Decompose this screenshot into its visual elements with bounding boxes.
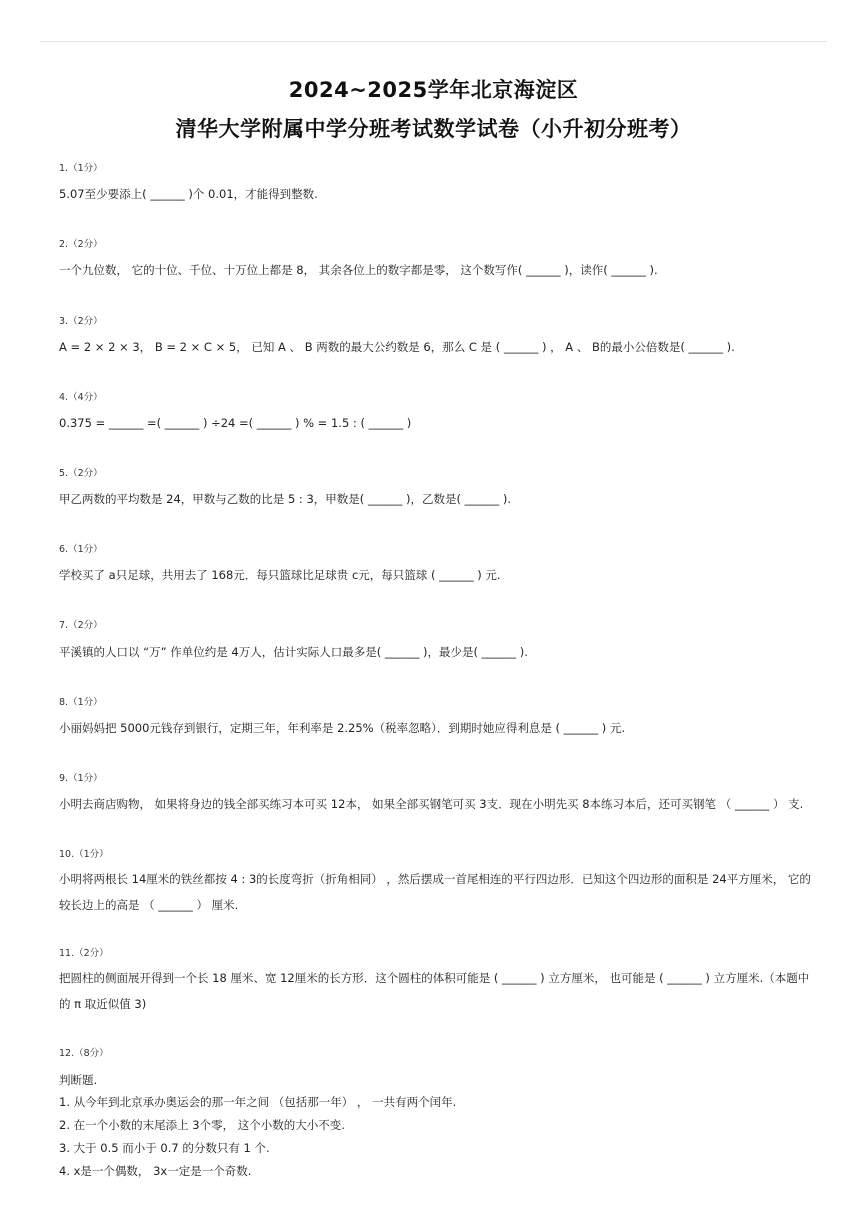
question-text: 判断题. [59, 1073, 98, 1087]
question-text: 一个九位数， 它的十位、千位、十万位上都是 8， 其余各位上的数字都是零， 这个数写作( ______ )，读作( ______ ). [59, 263, 658, 277]
judgment-item: 3. 大于 0.5 而小于 0.7 的分数只有 1 个. [59, 1141, 270, 1155]
question-number: 9.（1分） [59, 773, 103, 784]
question-number: 11.（2分） [59, 948, 109, 959]
question-number: 5.（2分） [59, 468, 103, 479]
judgment-item: 1. 从今年到北京承办奥运会的那一年之间 （包括那一年） ， 一共有两个闰年. [59, 1095, 457, 1109]
question-text: 甲乙两数的平均数是 24，甲数与乙数的比是 5 : 3，甲数是( ______ )，乙数是( ______ ). [59, 492, 511, 506]
question-number: 8.（1分） [59, 697, 103, 708]
question-text: 小丽妈妈把 5000元钱存到银行，定期三年，年利率是 2.25%（税率忽略）．到期时她应得利息是 ( ______ ) 元. [59, 721, 626, 735]
question-number: 4.（4分） [59, 392, 103, 403]
question-text: 小明去商店购物， 如果将身边的钱全部买练习本可买 12本， 如果全部买钢笔可买 3支．现在小明先买 8本练习本后，还可买钢笔 （ ______ ） 支. [59, 797, 804, 811]
question-number: 7.（2分） [59, 620, 103, 631]
question-text: 0.375 = ______ =( ______ ) ÷24 =( ______ ) % = 1.5 : ( ______ ) [59, 416, 412, 430]
question-number: 12.（8分） [59, 1048, 109, 1059]
question-text: 小明将两根长 14厘米的铁丝都按 4 : 3的长度弯折（折角相同） ，然后摆成一首尾相连的平行四边形．已知这个四边形的面积是 24平方厘米， 它的较长边上的高是 （ ______ ） 厘米. [59, 872, 811, 912]
question-number: 1.（1分） [59, 163, 103, 174]
question-number: 3.（2分） [59, 316, 103, 327]
judgment-item: 4. x是一个偶数， 3x一定是一个奇数. [59, 1164, 252, 1178]
question-number: 6.（1分） [59, 544, 103, 555]
exam-title-line1: 2024~2025学年北京海淀区 [288, 78, 579, 102]
question-text: 平溪镇的人口以 “万” 作单位约是 4万人，估计实际人口最多是( ______ )，最少是( ______ ). [59, 645, 528, 659]
judgment-item: 2. 在一个小数的末尾添上 3个零， 这个小数的大小不变. [59, 1118, 345, 1132]
question-text: 学校买了 a只足球，共用去了 168元．每只篮球比足球贵 c元，每只篮球 ( ______ ) 元. [59, 568, 501, 582]
exam-title-line2: 清华大学附属中学分班考试数学试卷（小升初分班考） [175, 117, 692, 141]
question-number: 10.（1分） [59, 849, 109, 860]
question-number: 2.（2分） [59, 239, 103, 250]
question-text: A = 2 × 2 × 3， B = 2 × C × 5， 已知 A 、 B 两数的最大公约数是 6，那么 C 是 ( ______ ) ， A 、 B的最小公倍数是( ______ ). [59, 340, 735, 354]
question-text: 把圆柱的侧面展开得到一个长 18 厘米、宽 12厘米的长方形．这个圆柱的体积可能是 ( ______ ) 立方厘米， 也可能是 ( ______ ) 立方厘米.（本题中的 π 取近似值 3) [59, 971, 810, 1011]
top-divider [40, 41, 827, 42]
question-text: 5.07至少要添上( ______ )个 0.01，才能得到整数. [59, 187, 318, 201]
